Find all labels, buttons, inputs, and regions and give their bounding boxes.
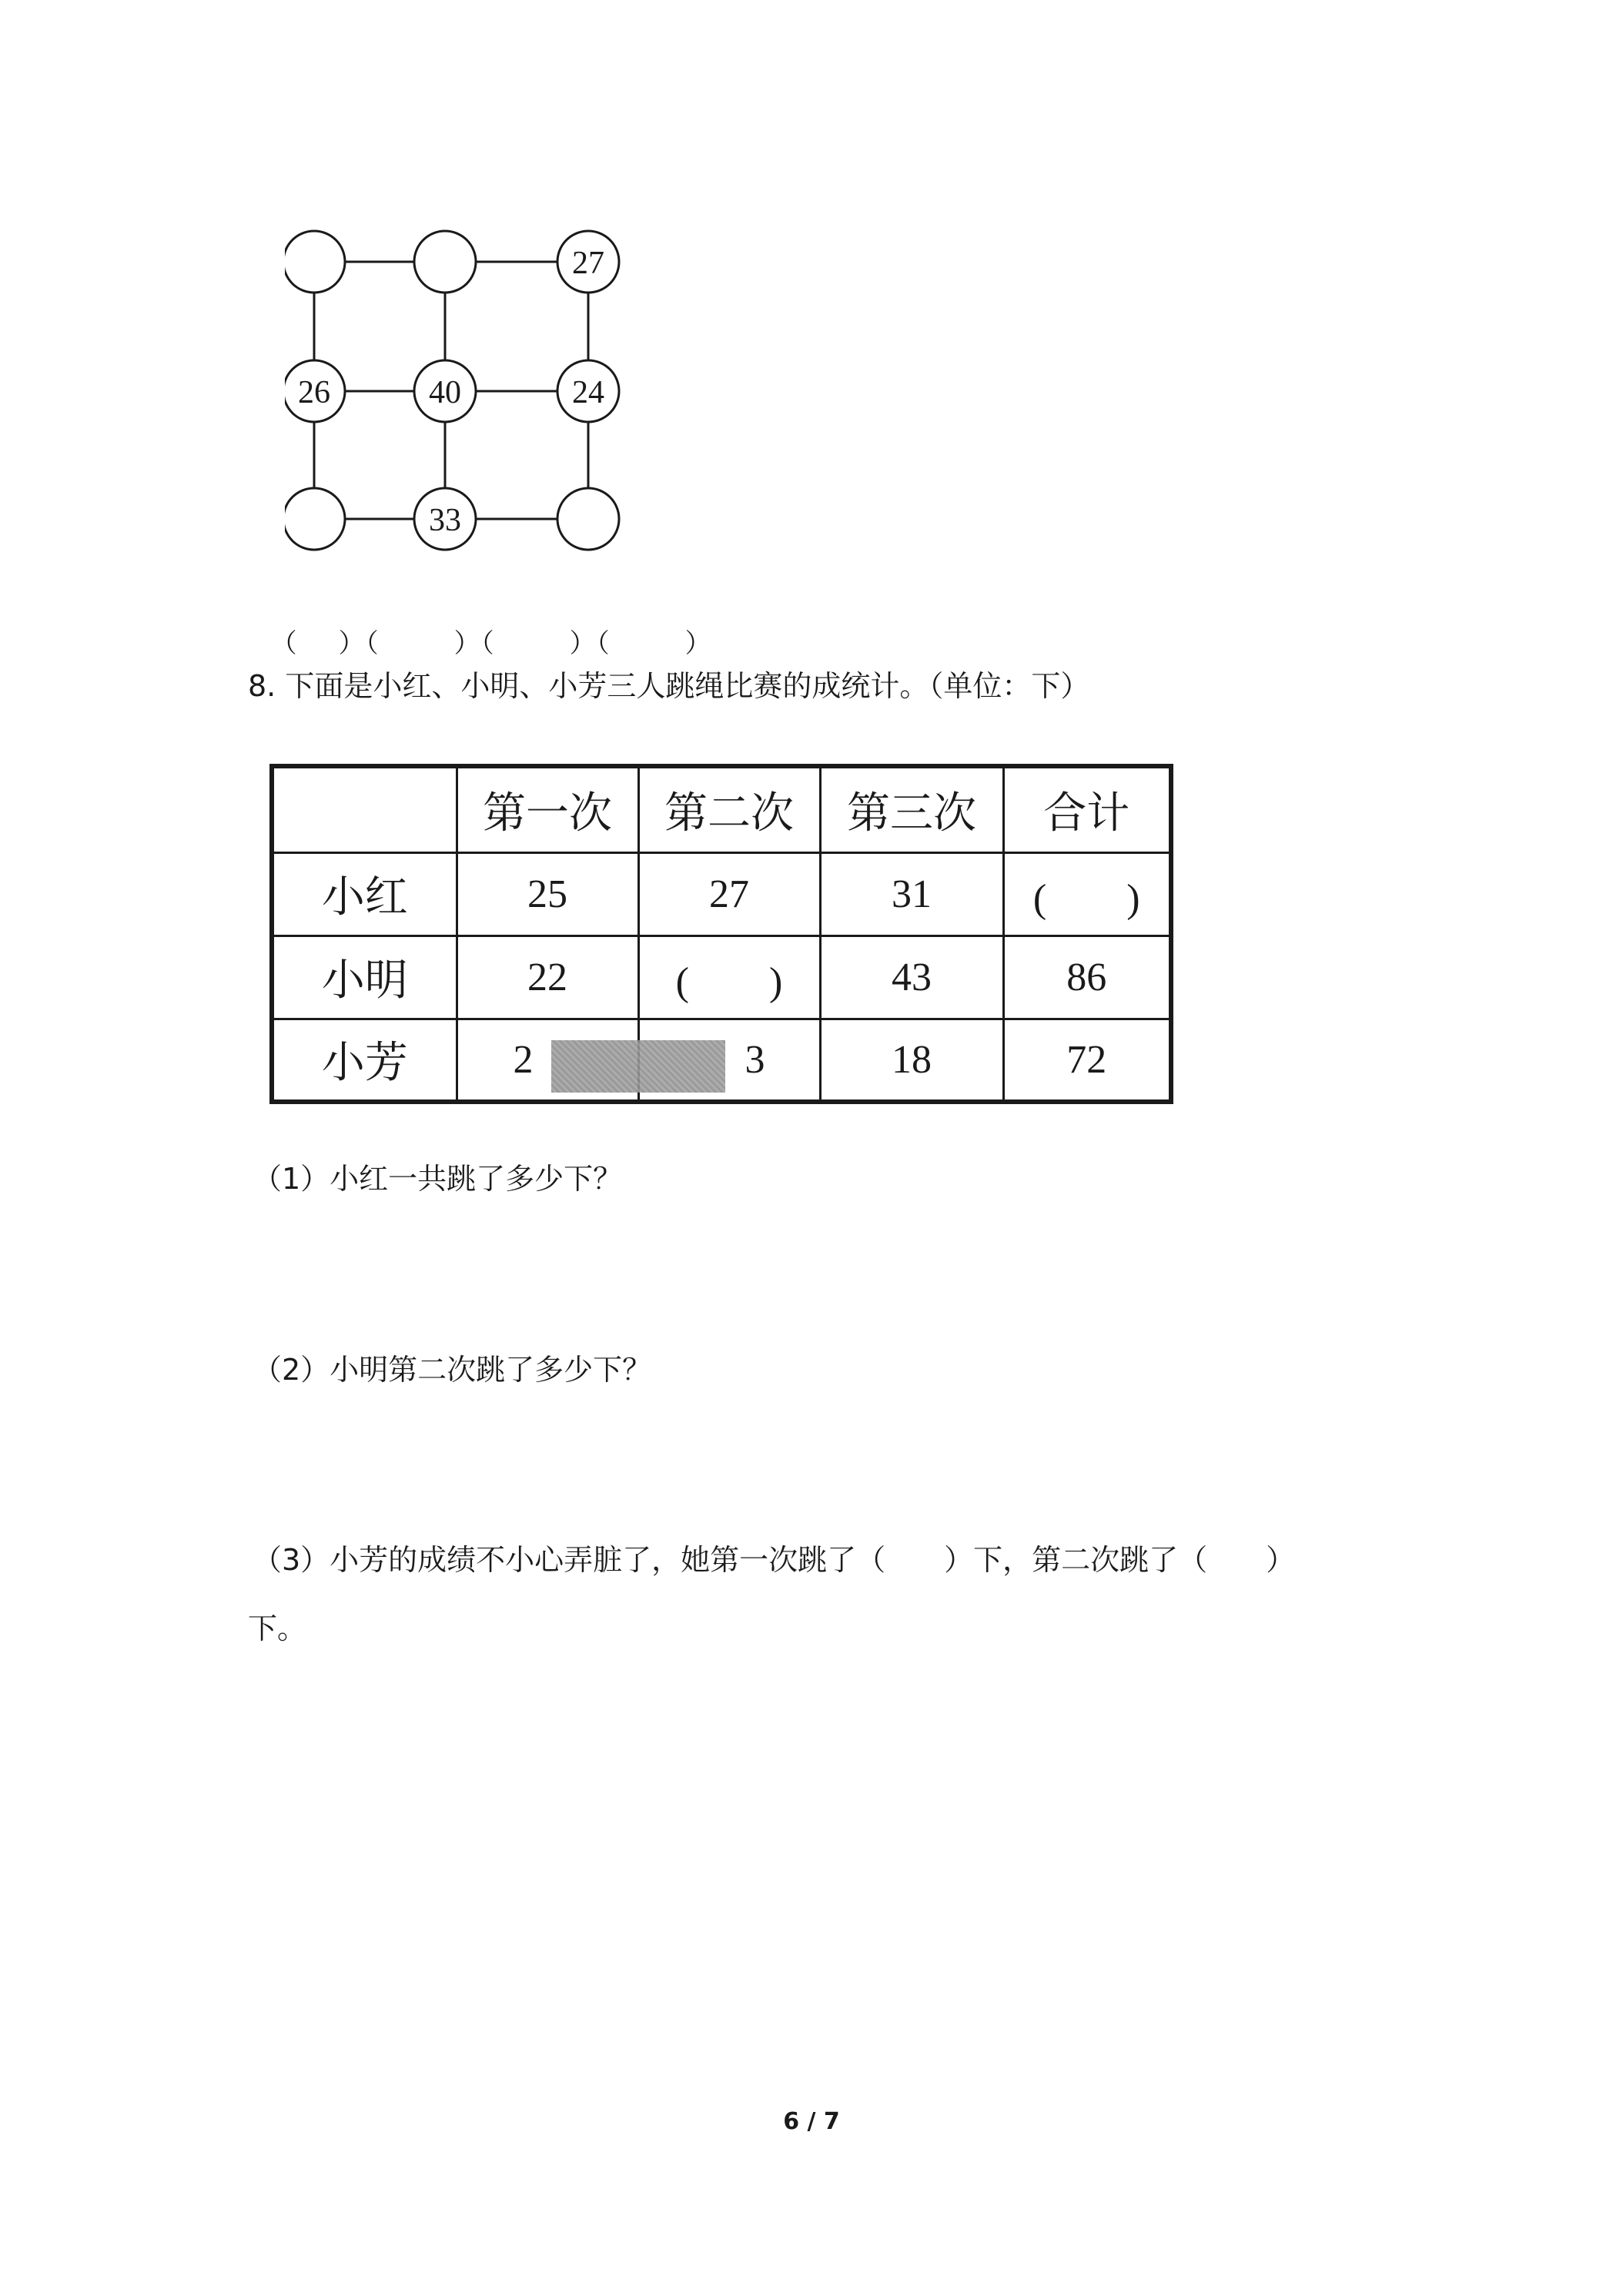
blank-4[interactable]: ） <box>684 628 712 659</box>
table-row <box>272 935 1171 1019</box>
answer-cell[interactable]: ( ) <box>638 935 820 1019</box>
header-second: 第二次 <box>638 766 820 852</box>
blank-1[interactable]: ）（ <box>338 628 380 659</box>
table-row <box>272 852 1171 935</box>
cell: 25 <box>457 852 638 935</box>
blank-2[interactable]: ）（ <box>453 628 495 659</box>
grid-node-label: 26 <box>298 375 330 410</box>
sub-question-3-continued: 下。 <box>248 1612 307 1645</box>
sub-question-2: （2）小明第二次跳了多少下？ <box>253 1353 652 1387</box>
blank-3[interactable]: ）（ <box>569 628 611 659</box>
answer-blanks <box>253 591 716 660</box>
cell: 22 <box>457 935 638 1019</box>
grid-node-label: 40 <box>429 375 461 410</box>
grid-node-label: 33 <box>429 503 461 538</box>
cell: 31 <box>820 852 1003 935</box>
grid-node-empty[interactable] <box>285 231 345 293</box>
cell: 86 <box>1003 935 1171 1019</box>
cell: 72 <box>1003 1019 1171 1102</box>
sub-question-1: （1）小红一共跳了多少下？ <box>253 1162 623 1196</box>
blank-0[interactable]: （ <box>270 628 298 659</box>
grid-node-empty[interactable] <box>557 488 619 550</box>
cell: 27 <box>638 852 820 935</box>
cell: 43 <box>820 935 1003 1019</box>
smudged-digit-first: 2 <box>513 1037 534 1082</box>
grid-node-label: 24 <box>572 375 604 410</box>
row-name: 小芳 <box>272 1019 457 1102</box>
question-8-title: 8. 下面是小红、小明、小芳三人跳绳比赛的成统计。（单位：下） <box>248 669 1090 703</box>
cell: 18 <box>820 1019 1003 1102</box>
row-name: 小红 <box>272 852 457 935</box>
dirt-smudge <box>551 1040 725 1093</box>
header-empty <box>272 766 457 852</box>
smudged-digit-second: 3 <box>745 1037 765 1082</box>
grid-node-empty[interactable] <box>414 231 476 293</box>
grid-node-label: 27 <box>572 246 604 281</box>
sub-question-3: （3）小芳的成绩不小心弄脏了，她第一次跳了（ ）下，第二次跳了（ ） <box>253 1543 1296 1577</box>
header-total: 合计 <box>1003 766 1171 852</box>
row-name: 小明 <box>272 935 457 1019</box>
header-first: 第一次 <box>457 766 638 852</box>
page-number: 6 / 7 <box>783 2108 840 2135</box>
answer-cell[interactable]: ( ) <box>1003 852 1171 935</box>
header-third: 第三次 <box>820 766 1003 852</box>
grid-node-empty[interactable] <box>285 488 345 550</box>
number-grid-puzzle <box>285 216 639 577</box>
table-header-row <box>272 766 1171 852</box>
